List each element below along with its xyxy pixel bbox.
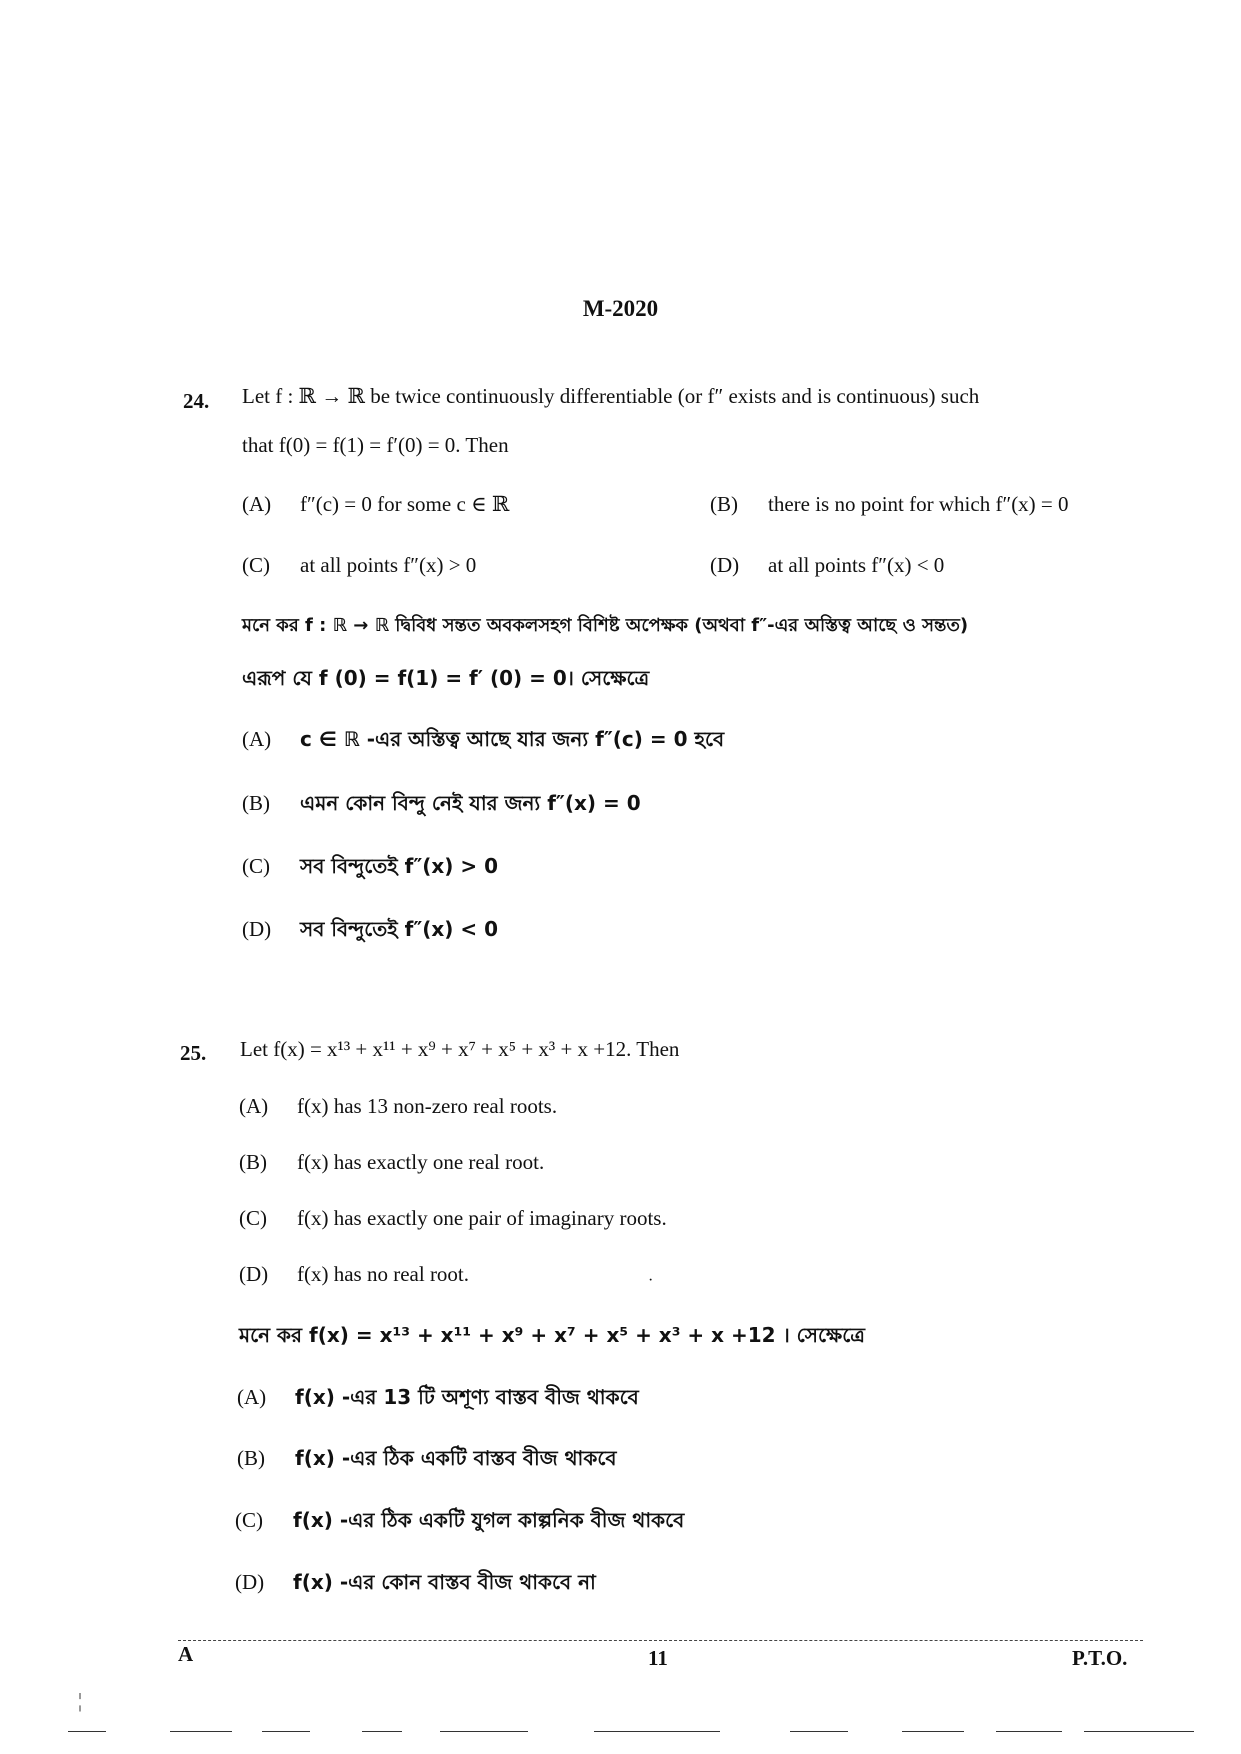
q25-option-a	[239, 1094, 557, 1119]
scan-line	[170, 1731, 232, 1732]
question-25-number: 25.	[180, 1041, 207, 1065]
page-number: 11	[648, 1646, 668, 1670]
option-label: (D)	[235, 1570, 265, 1594]
scan-line	[790, 1731, 848, 1732]
option-text: সব বিন্দুতেই f″(x) < 0	[300, 917, 499, 941]
q25-bengali-option-d	[235, 1568, 596, 1601]
option-label: (B)	[239, 1150, 267, 1174]
q25-option-d	[239, 1262, 469, 1287]
stray-dot-mark: ·	[648, 1272, 654, 1289]
scan-mark: ¦	[78, 1690, 83, 1712]
option-text: f(x) -এর 13 টি অশূণ্য বাস্তব বীজ থাকবে	[295, 1385, 639, 1409]
option-label: (A)	[242, 492, 272, 516]
option-text: এমন কোন বিন্দু নেই যার জন্য f″(x) = 0	[300, 791, 641, 815]
q24-bengali-option-c	[242, 852, 498, 885]
question-25-stem: Let f(x) = x¹³ + x¹¹ + x⁹ + x⁷ + x⁵ + x³ + x +12. Then	[240, 1037, 680, 1061]
q24-option-b	[710, 492, 1069, 517]
q24-bengali-option-b	[242, 789, 641, 822]
scan-line	[902, 1731, 964, 1732]
option-label: (A)	[242, 727, 272, 751]
paper-code: M-2020	[582, 296, 659, 321]
scan-line	[1084, 1731, 1194, 1732]
option-label: (B)	[237, 1446, 265, 1470]
option-text: c ∈ ℝ -এর অস্তিত্ব আছে যার জন্য f″(c) = 0 হবে	[300, 727, 725, 751]
q25-option-c	[239, 1206, 667, 1231]
option-text: f(x) has no real root.	[297, 1262, 470, 1286]
question-24-number: 24.	[183, 389, 210, 413]
scan-line	[362, 1731, 402, 1732]
option-label: (C)	[242, 553, 270, 577]
option-text: there is no point for which f″(x) = 0	[768, 492, 1069, 516]
option-label: (C)	[235, 1508, 263, 1532]
question-24-stem-bengali-line1: মনে কর f : ℝ → ℝ দ্বিবিধ সন্তত অবকলসহগ বিশিষ্ট অপেক্ষক (অথবা f″-এর অস্তিত্ব আছে ও সন্তত)	[242, 615, 969, 636]
option-label: (B)	[710, 492, 738, 516]
q24-bengali-option-d	[242, 915, 498, 948]
question-24-stem-bengali-line2: এরূপ যে f (0) = f(1) = f′ (0) = 0। সেক্ষেত্রে	[242, 666, 650, 690]
option-label: (D)	[242, 917, 272, 941]
footer-pto: P.T.O.	[1072, 1646, 1128, 1670]
q25-option-b	[239, 1150, 544, 1175]
q24-option-c	[242, 553, 476, 578]
footer-divider	[178, 1640, 1143, 1641]
option-label: (A)	[239, 1094, 269, 1118]
q24-bengali-option-a	[242, 725, 724, 758]
q25-bengali-option-b	[237, 1444, 617, 1477]
option-text: f(x) has exactly one real root.	[297, 1150, 545, 1174]
scan-line	[68, 1731, 106, 1732]
option-text: f(x) -এর ঠিক একটি বাস্তব বীজ থাকবে	[295, 1446, 617, 1470]
q25-bengali-option-c	[235, 1506, 684, 1539]
footer-set-letter: A	[178, 1642, 194, 1666]
option-text: at all points f″(x) < 0	[768, 553, 945, 577]
option-label: (C)	[242, 854, 270, 878]
option-text: সব বিন্দুতেই f″(x) > 0	[300, 854, 499, 878]
question-25-stem-bengali: মনে কর f(x) = x¹³ + x¹¹ + x⁹ + x⁷ + x⁵ + x³ + x +12 । সেক্ষেত্রে	[239, 1323, 865, 1347]
option-label: (D)	[710, 553, 740, 577]
option-label: (B)	[242, 791, 270, 815]
q25-bengali-option-a	[237, 1383, 639, 1416]
option-text: f(x) has 13 non-zero real roots.	[297, 1094, 558, 1118]
option-label: (A)	[237, 1385, 267, 1409]
option-text: f(x) -এর কোন বাস্তব বীজ থাকবে না	[293, 1570, 596, 1594]
option-text: f″(c) = 0 for some c ∈ ℝ	[300, 492, 510, 516]
q24-option-a	[242, 492, 509, 517]
question-24-stem-line2: that f(0) = f(1) = f′(0) = 0. Then	[242, 433, 509, 457]
option-label: (C)	[239, 1206, 267, 1230]
q24-option-d	[710, 553, 944, 578]
option-label: (D)	[239, 1262, 269, 1286]
option-text: at all points f″(x) > 0	[300, 553, 477, 577]
question-24-stem-line1: Let f : ℝ → ℝ be twice continuously differentiable (or f″ exists and is continuous) such	[242, 384, 980, 408]
scan-line	[262, 1731, 310, 1732]
option-text: f(x) -এর ঠিক একটি যুগল কাল্পনিক বীজ থাকবে	[293, 1508, 685, 1532]
scan-line	[440, 1731, 528, 1732]
scan-line	[594, 1731, 720, 1732]
scan-line	[996, 1731, 1062, 1732]
option-text: f(x) has exactly one pair of imaginary roots.	[297, 1206, 667, 1230]
